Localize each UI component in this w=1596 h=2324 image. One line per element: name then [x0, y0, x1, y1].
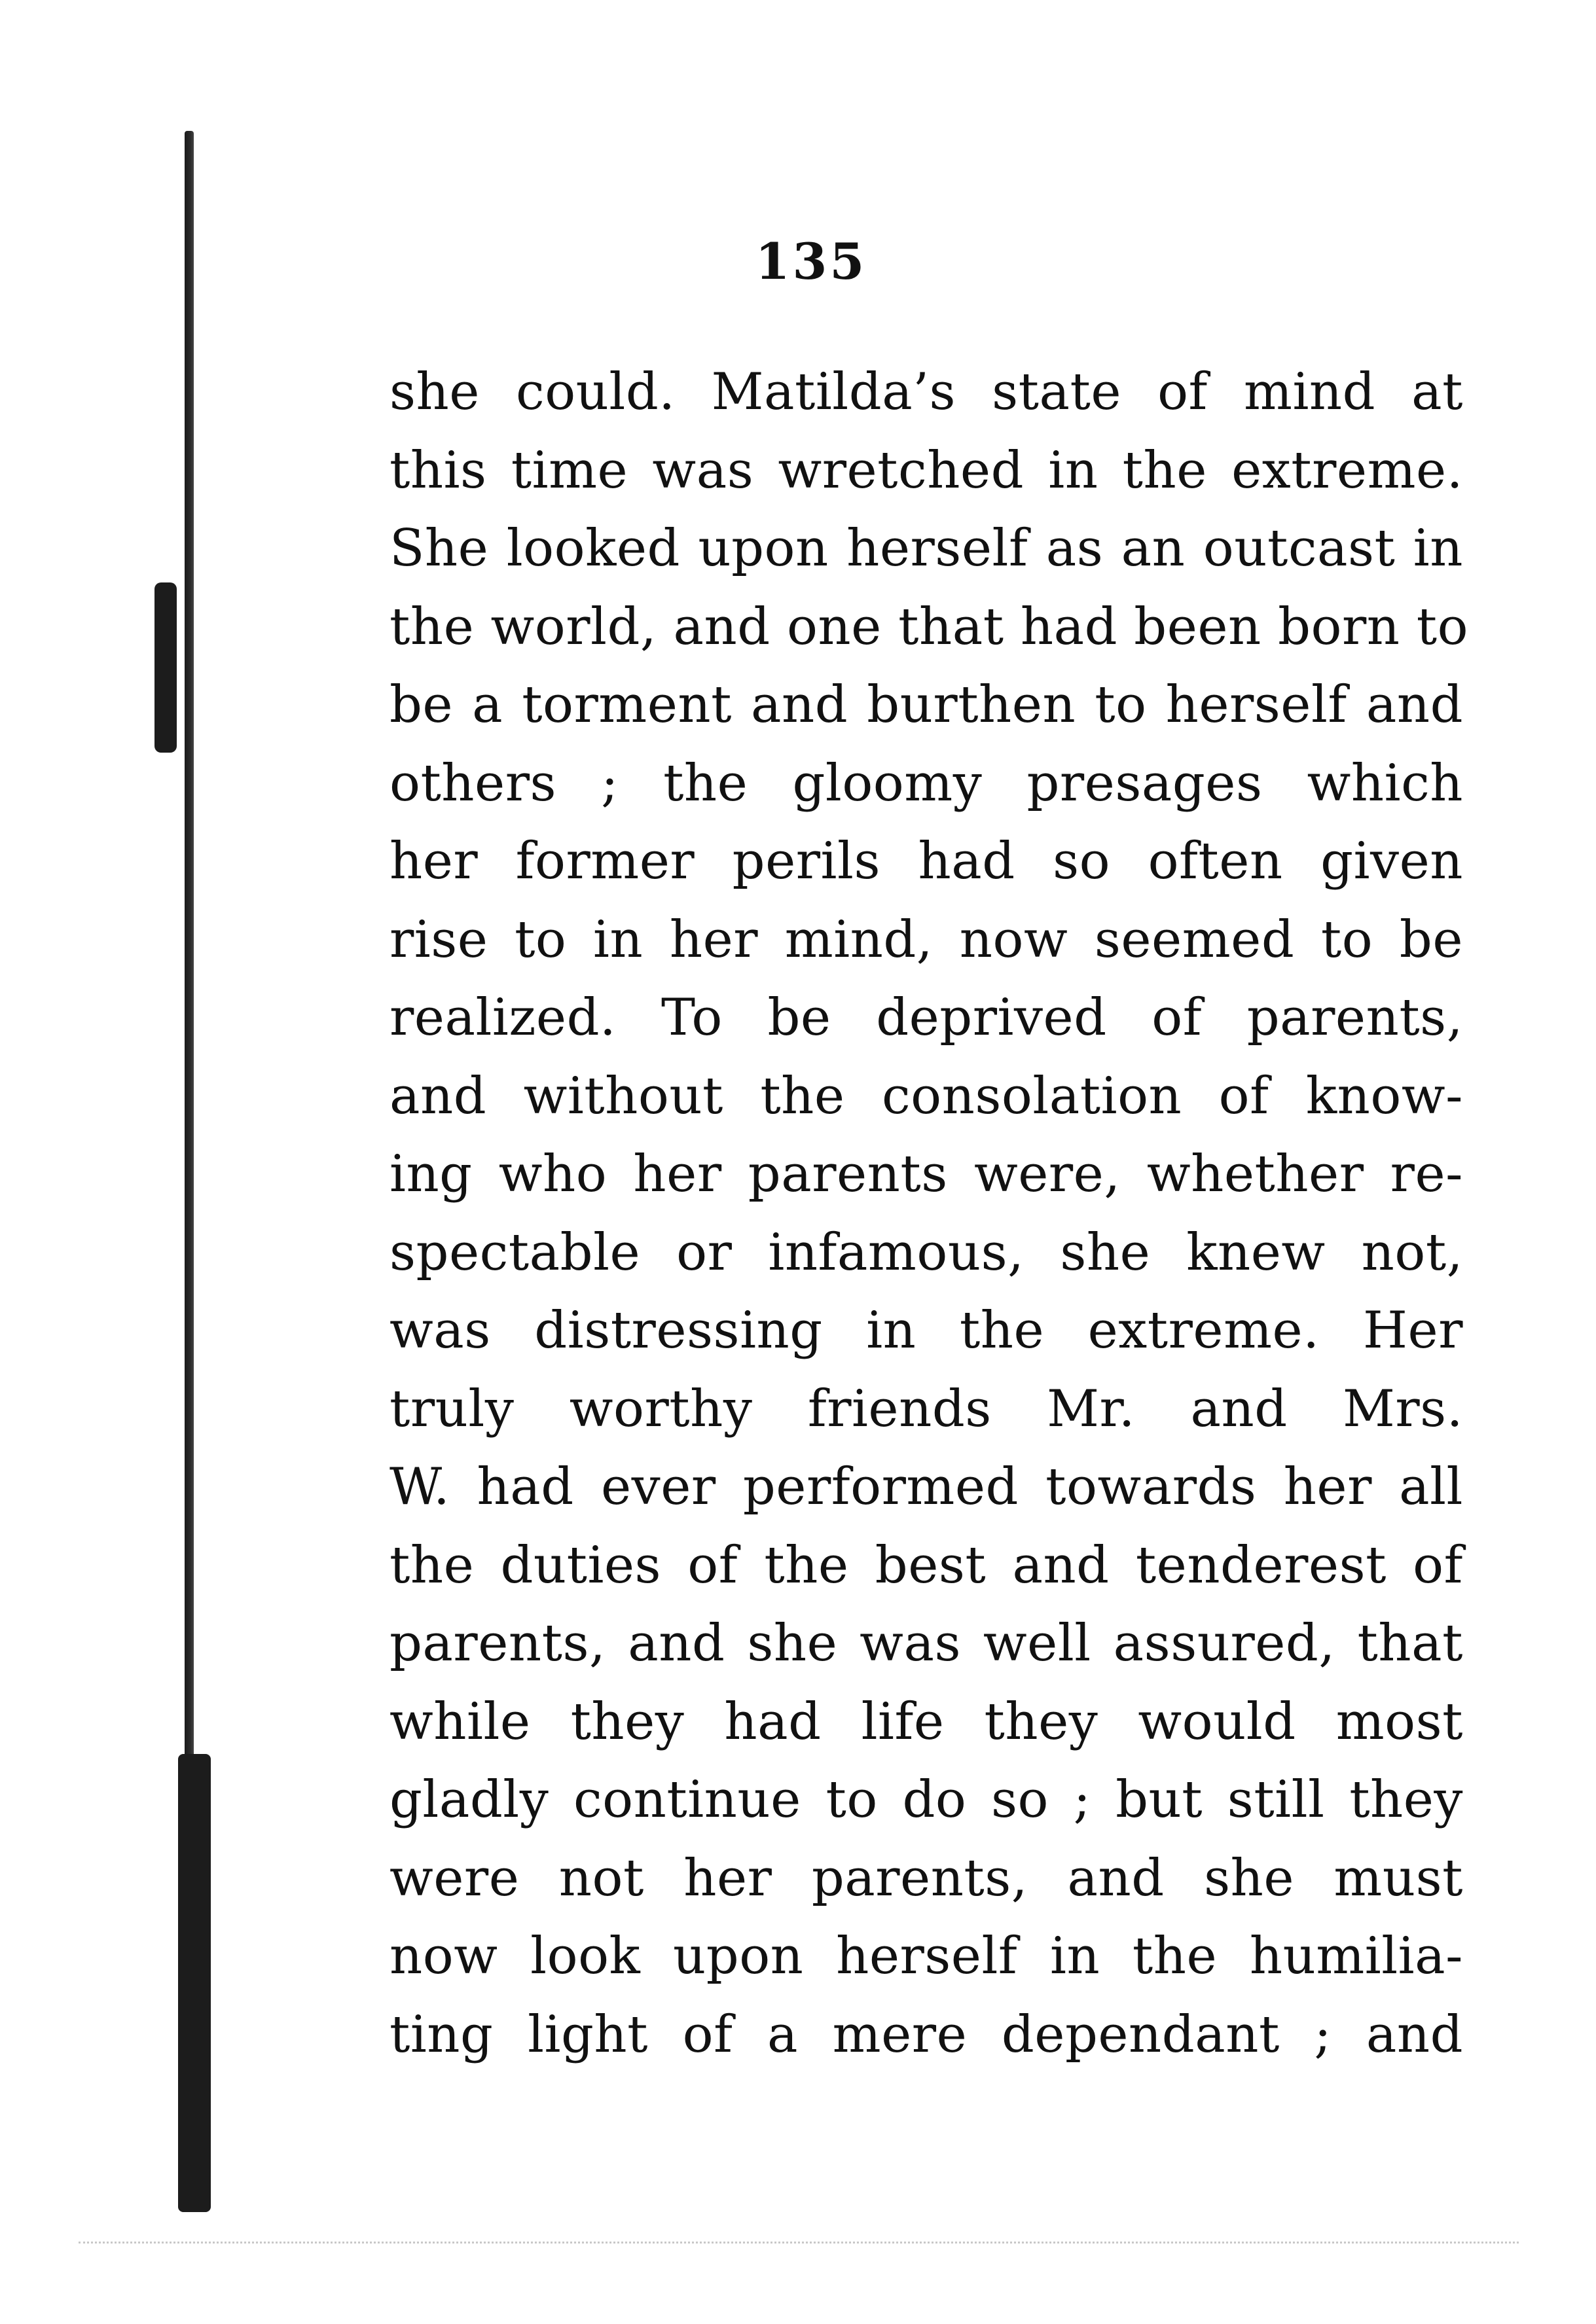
binding-edge-shadow-top: [154, 582, 177, 753]
text-line: W. had ever performed towards her all: [390, 1457, 1463, 1516]
text-line: while they had life they would most: [390, 1692, 1463, 1751]
text-line: her former perils had so often given: [390, 832, 1463, 891]
text-line: ting light of a mere dependant ; and: [390, 2005, 1463, 2064]
text-line: spectable or infamous, she knew not,: [390, 1223, 1463, 1282]
body-text: [390, 353, 1469, 2074]
text-line: She looked upon herself as an outcast in: [390, 519, 1463, 578]
text-line: parents, and she was well assured, that: [390, 1614, 1463, 1673]
text-line: truly worthy friends Mr. and Mrs.: [390, 1379, 1463, 1439]
text-line: the duties of the best and tenderest of: [390, 1535, 1463, 1595]
text-line: she could. Matilda’s state of mind at: [390, 363, 1463, 421]
binding-edge-shadow-bottom: [178, 1754, 211, 2212]
text-line: others ; the gloomy presages which: [390, 753, 1463, 813]
scan-edge-dots: [79, 2242, 1519, 2246]
text-line: ing who her parents were, whether re-: [390, 1145, 1463, 1204]
text-line: now look upon herself in the humilia-: [390, 1927, 1463, 1986]
text-line: were not her parents, and she must: [390, 1848, 1463, 1908]
text-line: this time was wretched in the extreme.: [390, 440, 1463, 500]
text-line: realized. To be deprived of parents,: [390, 988, 1463, 1047]
text-line: gladly continue to do so ; but still they: [390, 1770, 1463, 1829]
page-number: 135: [755, 232, 867, 291]
text-line: be a torment and burthen to herself and: [390, 675, 1463, 734]
text-line: was distressing in the extreme. Her: [390, 1301, 1463, 1360]
text-line: and without the consolation of know-: [390, 1066, 1463, 1126]
text-line: rise to in her mind, now seemed to be: [390, 910, 1463, 969]
text-line: the world, and one that had been born to: [390, 597, 1469, 656]
